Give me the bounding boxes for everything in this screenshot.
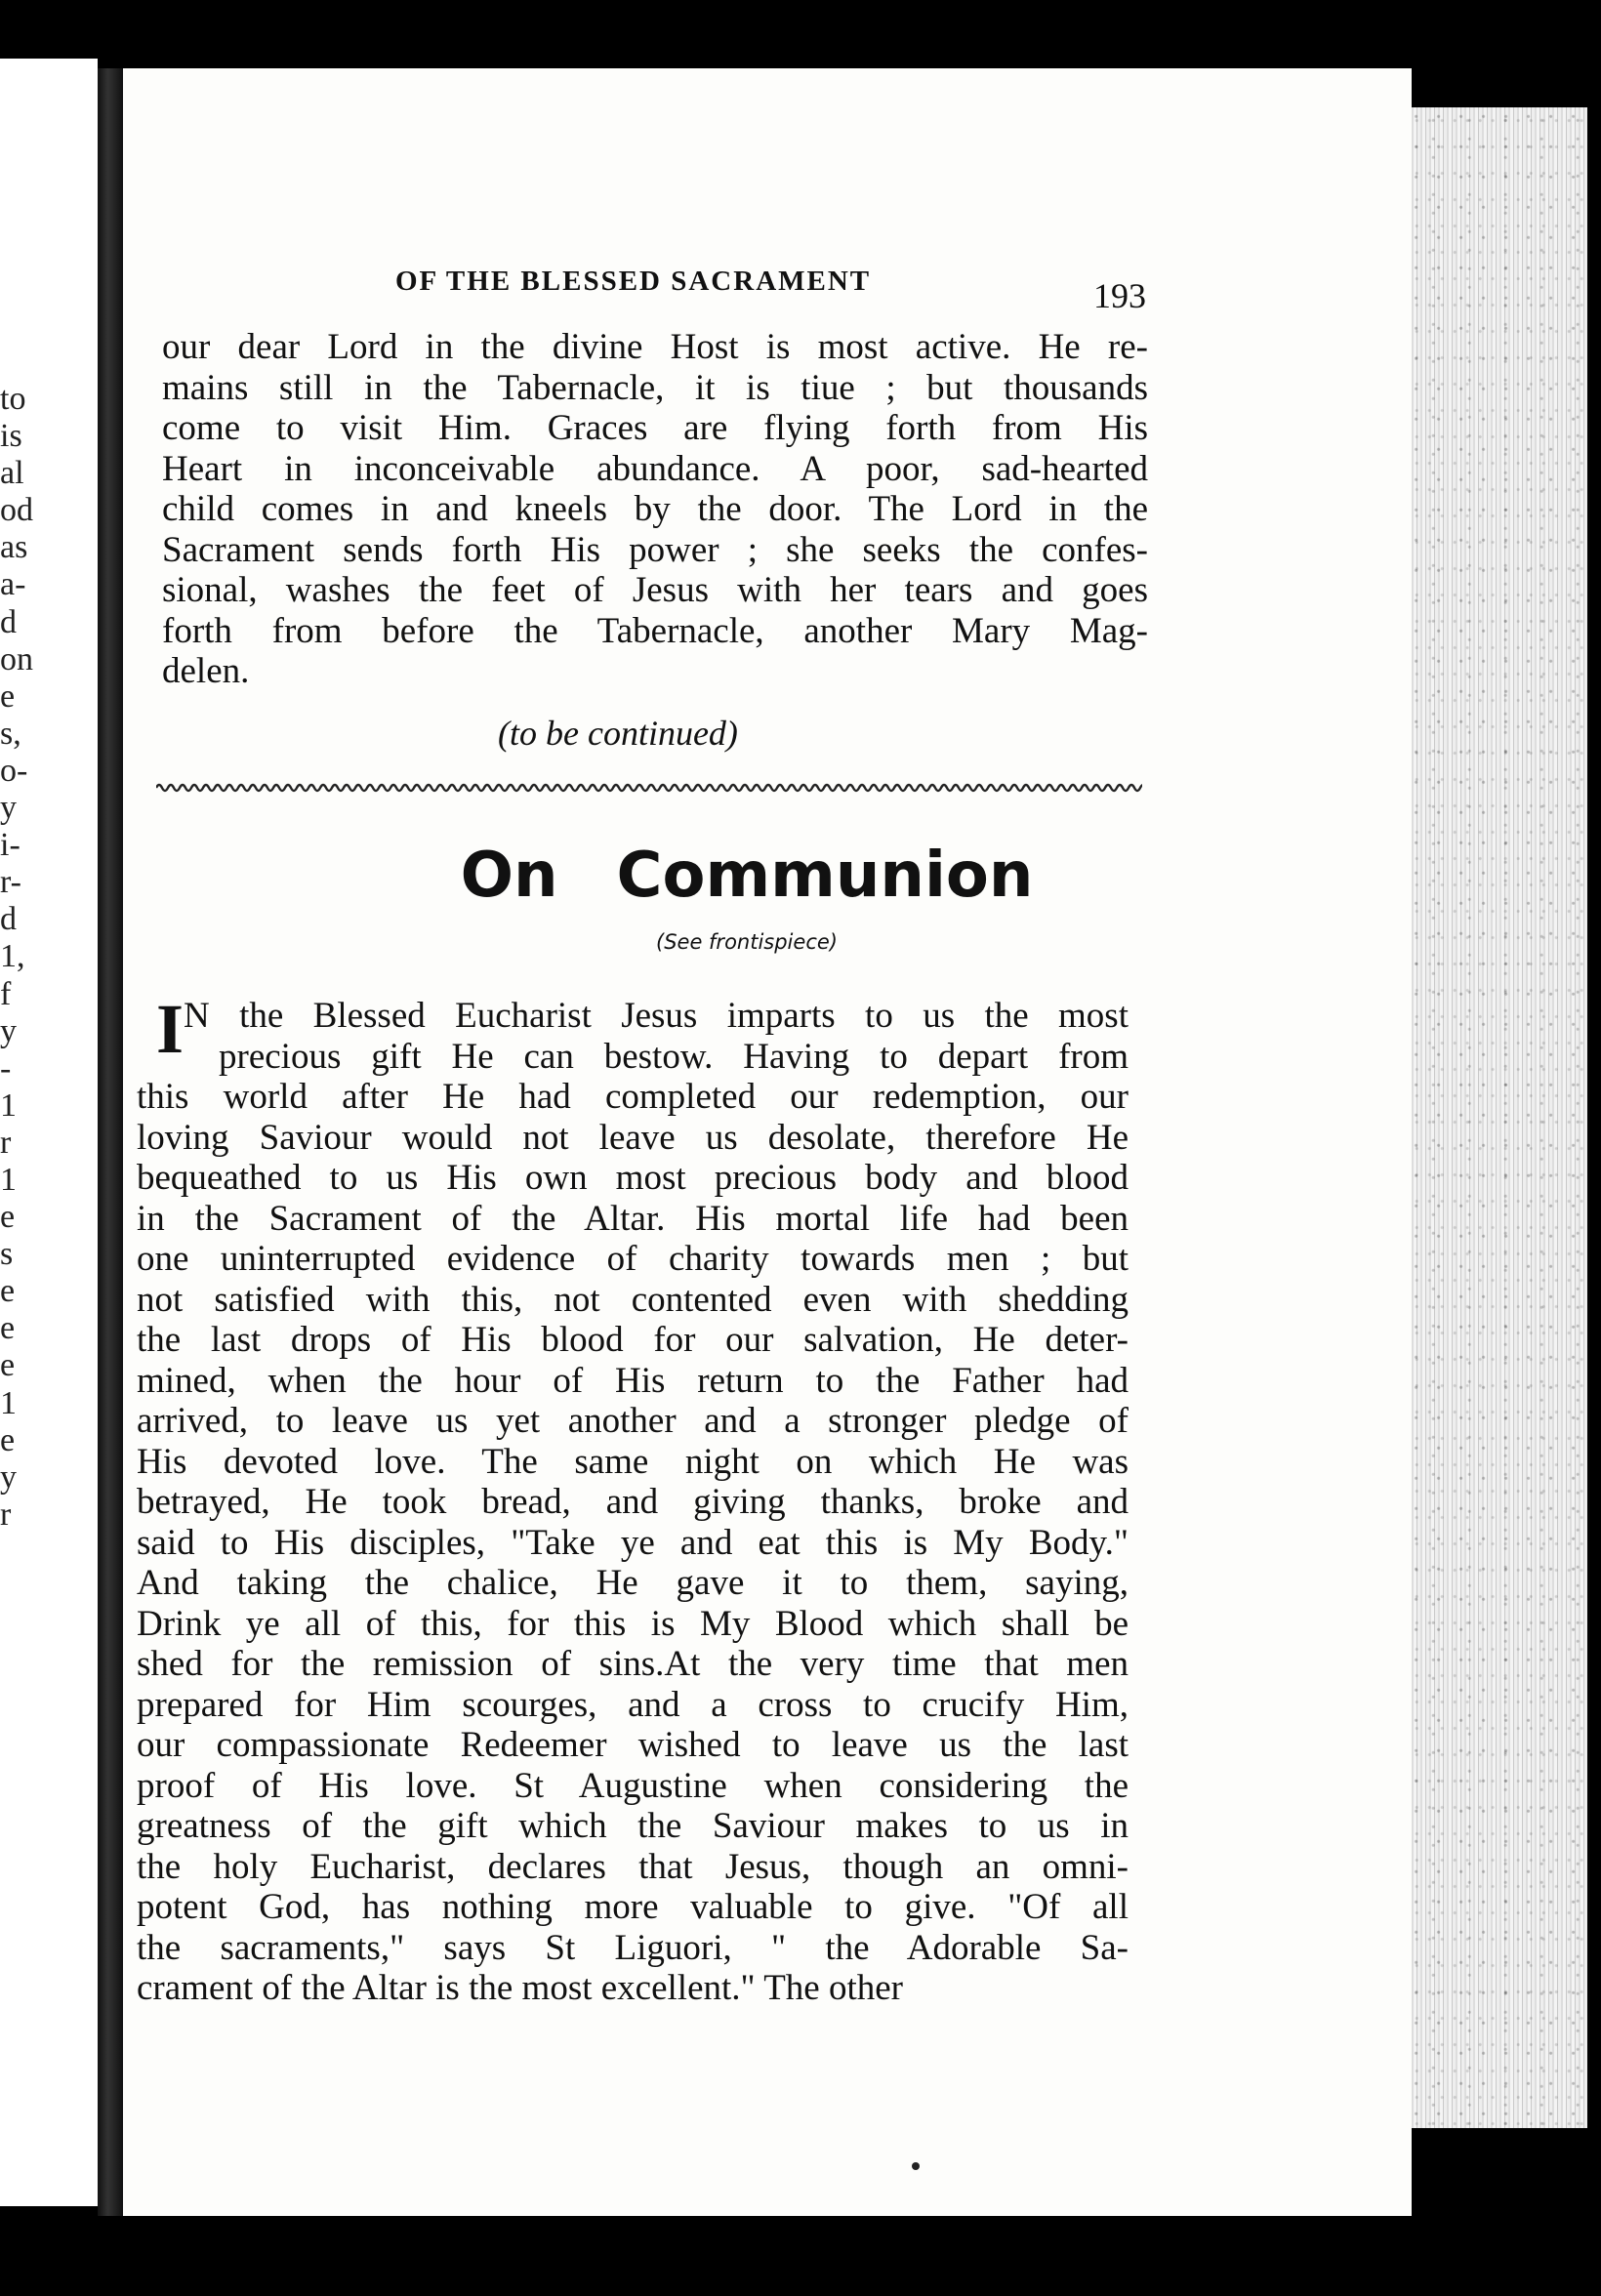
facing-page (0, 59, 98, 2206)
facing-page-fragment: y (0, 790, 17, 827)
facing-page-fragment: f (0, 975, 12, 1012)
facing-page-fragment: al (0, 455, 24, 492)
facing-page-fragment: i- (0, 827, 21, 864)
facing-page-fragment: od (0, 492, 33, 529)
page-edges (1412, 107, 1587, 2128)
facing-page-fragment: 1 (0, 1086, 17, 1124)
facing-page-fragment: on (0, 640, 33, 677)
paragraph-continued-text (162, 327, 1148, 692)
facing-page-fragment: y (0, 1458, 17, 1496)
text-line: betrayed, He took bread, and giving thanks, broke and (137, 1482, 1129, 1522)
text-line: And taking the chalice, He gave it to them, saying, (137, 1563, 1129, 1603)
facing-page-fragment: o- (0, 752, 28, 789)
text-line: come to visit Him. Graces are flying forth from His (162, 408, 1148, 448)
text-line: forth from before the Tabernacle, another Mary Mag- (162, 610, 1148, 651)
article-body (137, 990, 1129, 2009)
page-number: 193 (1093, 276, 1146, 315)
text-line: sional, washes the feet of Jesus with her tears and goes (162, 570, 1148, 610)
facing-page-fragment: d (0, 603, 17, 640)
facing-page-fragment: - (0, 1049, 12, 1086)
facing-page-fragment: e (0, 1310, 16, 1347)
text-line: His devoted love. The same night on which He was (137, 1441, 1129, 1482)
text-line: Sacrament sends forth His power ; she seeks the confes- (162, 529, 1148, 570)
facing-page-fragment: e (0, 1347, 16, 1384)
facing-page-fragment: to (0, 381, 26, 417)
to-be-continued-note: (to be continued) (498, 714, 738, 753)
facing-page-fragment: 1 (0, 1384, 17, 1421)
text-line: N the Blessed Eucharist Jesus imparts to us the most (184, 996, 1129, 1036)
text-line: greatness of the gift which the Saviour makes to us in (137, 1806, 1129, 1846)
facing-page-text-fragments (0, 381, 59, 1534)
text-line: potent God, has nothing more valuable to give. "Of all (137, 1887, 1129, 1927)
facing-page-fragment: r (0, 1124, 12, 1161)
text-line: child comes in and kneels by the door. The Lord in the (162, 489, 1148, 529)
text-line: mined, when the hour of His return to the Father had (137, 1360, 1129, 1401)
text-line: shed for the remission of sins.At the very time that men (137, 1644, 1129, 1684)
text-line: in the Sacrament of the Altar. His mortal life had been (137, 1198, 1129, 1239)
facing-page-fragment: d (0, 901, 17, 938)
text-line: arrived, to leave us yet another and a stronger pledge of (137, 1401, 1129, 1441)
facing-page-fragment: r- (0, 864, 21, 901)
facing-page-fragment: r (0, 1496, 12, 1533)
title-word-communion: Communion (616, 840, 1034, 912)
text-line: not satisfied with this, not contented even with shedding (137, 1279, 1129, 1320)
text-line: proof of His love. St Augustine when considering the (137, 1765, 1129, 1806)
text-line: one uninterrupted evidence of charity towards men ; but (137, 1239, 1129, 1279)
facing-page-fragment: e (0, 677, 16, 715)
facing-page-fragment: 1 (0, 1161, 17, 1198)
facing-page-fragment: e (0, 1421, 16, 1458)
text-line: Heart in inconceivable abundance. A poor, sad-hearted (162, 448, 1148, 489)
facing-page-fragment: y (0, 1012, 17, 1049)
text-line: delen. (162, 651, 250, 691)
text-line: this world after He had completed our redemption, our (137, 1077, 1129, 1117)
drop-cap: I (156, 990, 185, 1068)
book-gutter (98, 68, 123, 2216)
facing-page-fragment: s (0, 1236, 14, 1273)
text-line: our dear Lord in the divine Host is most active. He re- (162, 327, 1148, 367)
article-subtitle: (See frontispiece) (656, 930, 838, 954)
text-line: precious gift He can bestow. Having to depart from (219, 1036, 1129, 1077)
facing-page-fragment: 1, (0, 938, 25, 975)
facing-page-fragment: as (0, 529, 28, 566)
text-line: the sacraments," says St Liguori, " the Adorable Sa- (137, 1927, 1129, 1968)
text-line: Drink ye all of this, for this is My Blood which shall be (137, 1603, 1129, 1644)
facing-page-fragment: is (0, 418, 22, 455)
facing-page-fragment: a- (0, 566, 26, 603)
text-line: loving Saviour would not leave us desolate, therefore He (137, 1117, 1129, 1158)
wavy-divider (156, 771, 1142, 804)
title-word-on: On (460, 840, 558, 912)
page-mark (912, 2162, 920, 2170)
facing-page-fragment: s, (0, 715, 21, 752)
text-line: said to His disciples, "Take ye and eat this is My Body." (137, 1522, 1129, 1563)
text-line: the last drops of His blood for our salvation, He deter- (137, 1320, 1129, 1360)
article-title (0, 840, 1601, 912)
facing-page-fragment: e (0, 1199, 16, 1236)
running-head: OF THE BLESSED SACRAMENT (395, 266, 872, 297)
facing-page-fragment: e (0, 1273, 16, 1310)
text-line: mains still in the Tabernacle, it is tiue ; but thousands (162, 367, 1148, 408)
text-line: crament of the Altar is the most excellent." The other (137, 1968, 904, 2008)
text-line: our compassionate Redeemer wished to leave us the last (137, 1725, 1129, 1765)
text-line: prepared for Him scourges, and a cross to crucify Him, (137, 1684, 1129, 1725)
text-line: the holy Eucharist, declares that Jesus, though an omni- (137, 1846, 1129, 1887)
text-line: bequeathed to us His own most precious body and blood (137, 1158, 1129, 1198)
